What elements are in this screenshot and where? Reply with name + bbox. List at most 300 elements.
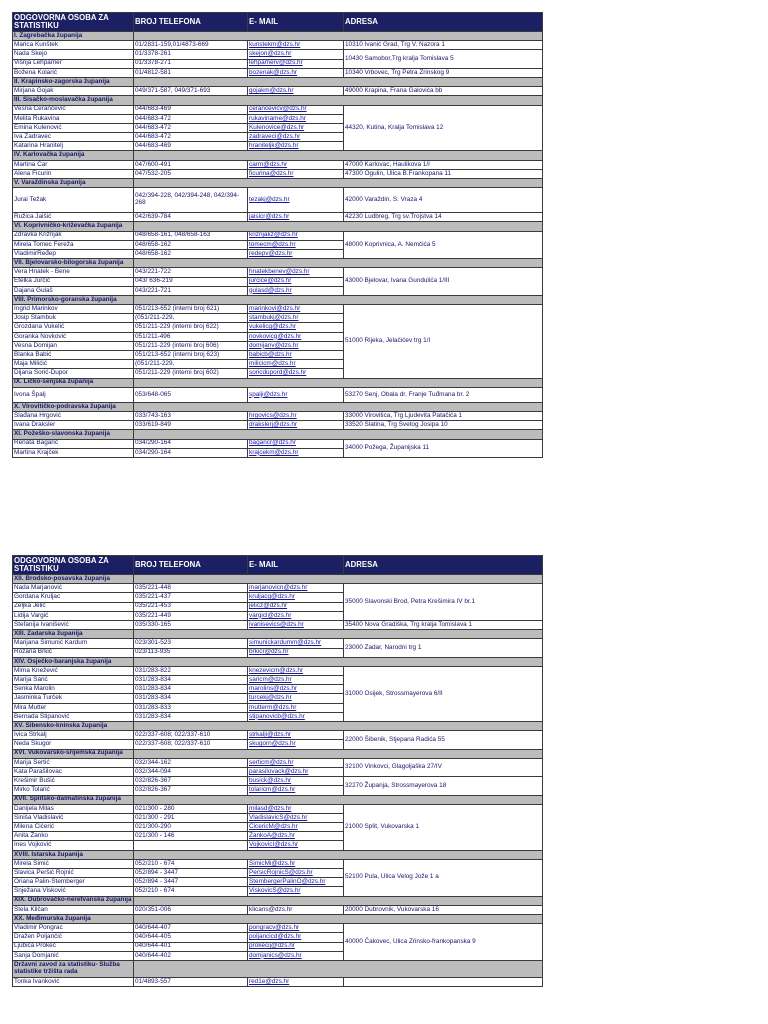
person-name: Slađana Hrgović [13,411,134,420]
table-row [13,188,543,213]
email-link[interactable]: hraniteljk@dzs.hr [248,142,344,151]
address: 32100 Vinkovci, Glagoljaška 27/IV [344,758,543,776]
address: 42230 Ludbreg, Trg sv.Trojstva 14 [344,213,543,222]
section-filler [134,914,543,923]
person-name: Višnja Lehpamer [13,59,134,68]
section-title: III. Sisačko-moslavačka županija [13,96,134,105]
person-name: Ines Vojković [13,841,134,850]
email-link[interactable]: simunickardumm@dzs.hr [248,639,344,648]
person-name: Krešimir Bušić [13,777,134,786]
phone-number: 034/290-164 [134,448,248,457]
phone-number: 044/683-472 [134,123,248,132]
email-link[interactable]: vukelicg@dzs.hr [248,323,344,332]
header-email: E- MAIL [248,13,344,32]
email-link[interactable]: babicb@dzs.hr [248,351,344,360]
section-row [13,850,543,859]
email-link[interactable]: Kulenovice@dzs.hr [248,123,344,132]
person-name: Jurai Težak [13,188,134,213]
person-name: Emina Kulenović [13,123,134,132]
phone-number: 035/221-448 [134,584,248,593]
phone-number: 01/4893-557 [134,977,248,986]
section-row [13,222,543,231]
person-name: Dražen Poljančić [13,933,134,942]
person-name: Tonka Ivanković [13,977,134,986]
email-link[interactable]: cerancevicv@dzs.hr [248,105,344,114]
phone-number: 048/658-162 [134,249,248,258]
section-title: XVI. Vukovarsko-srijemska županija [13,749,134,758]
email-link[interactable]: poljancicd@dzs.hr [248,933,344,942]
email-link[interactable]: skugorn@dzs.hr [248,740,344,749]
phone-number: 033/619-849 [134,421,248,430]
phone-number: 035/221-449 [134,611,248,620]
person-name: Josip Štambuk [13,314,134,323]
person-name: Alena Ficurin [13,169,134,178]
phone-number: 035/330-165 [134,620,248,629]
address: 35000 Slavonski Brod, Petra Krešimira IV br.1 [344,584,543,621]
section-filler [134,151,543,160]
person-name: Vera Hnatek - Bene [13,268,134,277]
table-row [13,731,543,740]
email-link[interactable]: strkalji@dzs.hr [248,731,344,740]
address: 22000 Šibenik, Stjepana Radića 55 [344,731,543,749]
person-name: Stela Kličan [13,905,134,914]
phone-number: 020/351-006 [134,905,248,914]
phone-number: 043/ 636-219 [134,277,248,286]
table-row [13,666,543,675]
phone-number: 031/283-834 [134,676,248,685]
person-name: Marija Sertić [13,758,134,767]
table-row [13,804,543,813]
email-link[interactable]: rukaviname@dzs.hr [248,114,344,123]
phone-number: 052/894 - 3447 [134,869,248,878]
section-row [13,749,543,758]
phone-number: 031/283-833 [134,703,248,712]
email-link[interactable]: serticm@dzs.hr [248,758,344,767]
email-link[interactable]: gojakm@dzs.hr [248,87,344,96]
person-name: Mirko Tolarić [13,786,134,795]
phone-number: 040/644-401 [134,942,248,951]
section-row [13,575,543,584]
section-row [13,179,543,188]
section-title: IX. Ličko-senjska županija [13,378,134,387]
phone-number: 022/337-608; 022/337-610 [134,740,248,749]
person-name: Ivana Draksler [13,421,134,430]
person-name: Nada Skejo [13,50,134,59]
section-filler [134,32,543,41]
phone-number: 031/283-822 [134,666,248,675]
email-link[interactable]: ficurina@dzs.hr [248,169,344,178]
section-filler [134,402,543,411]
section-title: XVII. Splitsko-dalmatinska županija [13,795,134,804]
section-title: XIV. Osječko-baranjska županija [13,657,134,666]
address: 42000 Varaždin, S. Vraza 4 [344,188,543,213]
table-row [13,169,543,178]
email-link[interactable]: jurcice@dzs.hr [248,277,344,286]
table-row [13,777,543,786]
address: 23000 Zadar, Narodni trg 1 [344,639,543,657]
phone-number: 01/4812-581 [134,68,248,77]
person-name: Vesna Domijan [13,341,134,350]
section-title: XI. Požeško-slavonska županija [13,430,134,439]
email-link[interactable]: saricm@dzs.hr [248,676,344,685]
email-link[interactable]: kriznjakz@dzs.hr [248,231,344,240]
phone-number: 042/394-228, 042/394-248, 042/394-268 [134,188,248,213]
phone-number: 042/639-784 [134,213,248,222]
email-link[interactable]: StembergerPalinO@dzs.hr [248,878,344,887]
contacts-table-1 [12,12,543,458]
phone-number: 044/683-472 [134,114,248,123]
person-name: Ružica Jaišić [13,213,134,222]
header-phone: BROJ TELEFONA [134,556,248,575]
section-filler [134,430,543,439]
email-link[interactable]: tolaricm@dzs.hr [248,786,344,795]
email-link[interactable]: hrgovics@dzs.hr [248,411,344,420]
email-link[interactable]: marinkovi@dzs.hr [248,305,344,314]
person-name: Nada Marjanović [13,584,134,593]
email-link[interactable]: carm@dzs.hr [248,160,344,169]
phone-number: 043/221-722 [134,268,248,277]
address: 40000 Čakovec, Ulica Zrinsko-frankopanska 9 [344,924,543,961]
person-name: Danijela Milas [13,804,134,813]
person-name: Goranka Novković [13,332,134,341]
email-link[interactable]: domjanics@dzs.hr [248,951,344,960]
section-title: V. Varaždinska županija [13,179,134,188]
section-row [13,378,543,387]
phone-number: 031/283-834 [134,712,248,721]
phone-number: 023/301-523 [134,639,248,648]
address: 20000 Dubrovnik, Vukovarska 16 [344,905,543,914]
phone-number: 044/683-469 [134,142,248,151]
phone-number: 032/826-367 [134,786,248,795]
section-row [13,32,543,41]
email-link[interactable]: soricdupord@dzs.hr [248,369,344,378]
phone-number: 047/600-491 [134,160,248,169]
section-row [13,96,543,105]
address: 33520 Slatina, Trg Svetog Josipa 10 [344,421,543,430]
person-name: Ivica Štrkalj [13,731,134,740]
email-link[interactable]: bagaricr@dzs.hr [248,439,344,448]
email-link[interactable]: SimicMi@dzs.hr [248,859,344,868]
header-row [13,13,543,32]
section-filler [134,222,543,231]
table-row [13,421,543,430]
email-link[interactable]: stipanovicb@dzs.hr [248,712,344,721]
section-filler [134,960,543,977]
section-filler [134,630,543,639]
email-link[interactable]: PersicRojnicS@dzs.hr [248,869,344,878]
email-link[interactable]: parasilovack@dzs.hr [248,767,344,776]
person-name: Mirela Šimić [13,859,134,868]
email-link[interactable]: ZankoA@dzs.hr [248,832,344,841]
phone-number: 023/113-935 [134,648,248,657]
person-name: Mira Mutter [13,703,134,712]
section-filler [134,850,543,859]
email-link[interactable]: zadraveci@dzs.hr [248,133,344,142]
person-name: Milena Ćićerić [13,823,134,832]
table-row [13,213,543,222]
section-title: I. Zagrebačka županija [13,32,134,41]
person-name: Rozana Brkić [13,648,134,657]
section-filler [134,795,543,804]
phone-number: 032/826-367 [134,777,248,786]
person-name: Gordana Kruljac [13,593,134,602]
address: 10310 Ivanić Grad, Trg V. Nazora 1 [344,41,543,50]
person-name: Željka Jelić [13,602,134,611]
email-link[interactable]: milicicm@dzs.hr [248,360,344,369]
email-link[interactable]: kruljacg@dzs.hr [248,593,344,602]
phone-number: 047/532-205 [134,169,248,178]
phone-number: 052/210 - 674 [134,859,248,868]
email-link[interactable]: novkovicg@dzs.hr [248,332,344,341]
person-name: Grozdana Vukelić [13,323,134,332]
phone-number: 044/683-472 [134,133,248,142]
section-row [13,295,543,304]
email-link[interactable]: spalji@dzs.hr [248,387,344,402]
phone-number: 051/213-652 (interni broj 623) [134,351,248,360]
person-name: Martina Krajček [13,448,134,457]
phone-number: 035/221-453 [134,602,248,611]
phone-number: 052/894 - 3447 [134,878,248,887]
table-row [13,87,543,96]
person-name: Blanka Babić [13,351,134,360]
person-name: Martina Car [13,160,134,169]
section-row [13,795,543,804]
header-row [13,556,543,575]
person-name: Marica Kunštek [13,41,134,50]
section-row [13,430,543,439]
person-name: Marijana Šimunić Kardum [13,639,134,648]
person-name: Ljubica Prokeć [13,942,134,951]
table-row [13,859,543,868]
section-row [13,960,543,977]
phone-number: 051/211-229 (interni broj 606) [134,341,248,350]
email-link[interactable]: ViskovicS@dzs.hr [248,887,344,896]
section-title: XII. Brodsko-posavska županija [13,575,134,584]
table-row [13,160,543,169]
email-link[interactable]: jelicz@dzs.hr [248,602,344,611]
person-name: Božena Kolarić [13,68,134,77]
table-row [13,905,543,914]
table-row [13,584,543,593]
person-name: Lidija Vargić [13,611,134,620]
phone-number: 044/683-469 [134,105,248,114]
section-title: IV. Karlovačka županija [13,151,134,160]
person-name: Sanja Domjanić [13,951,134,960]
email-link[interactable]: tomecm@dzs.hr [248,240,344,249]
table-row [13,68,543,77]
table-row [13,105,543,114]
table-row [13,411,543,420]
table-row [13,268,543,277]
section-title: VIII. Primorsko-goranska županija [13,295,134,304]
phone-number: 035/221-437 [134,593,248,602]
section-row [13,657,543,666]
email-link[interactable]: tezakj@dzs.hr [248,188,344,213]
table-row [13,439,543,448]
address: 44320, Kutina, Kralja Tomislava 12 [344,105,543,151]
section-row [13,259,543,268]
phone-number: 021/300-290 [134,823,248,832]
email-link[interactable]: CicericM@dzs.hr [248,823,344,832]
email-link[interactable]: vargicl@dzs.hr [248,611,344,620]
phone-number: 048/658-161, 048/658-163 [134,231,248,240]
section-row [13,896,543,905]
email-link[interactable]: kunstekm@dzs.hr [248,41,344,50]
email-link[interactable]: jaisicr@dzs.hr [248,213,344,222]
address: 43000 Bjelovar, Ivana Gundulića 1/III [344,268,543,296]
section-filler [134,722,543,731]
address: 49000 Krapina, Frana Galovića bb [344,87,543,96]
phone-number: (051/211-229, [134,360,248,369]
section-title: XV. Šibensko-kninska županija [13,722,134,731]
phone-number: 032/344-162 [134,758,248,767]
person-name: Zdravka Križnjak [13,231,134,240]
header-address: ADRESA [344,13,543,32]
person-name: Dajana Gulaš [13,286,134,295]
person-name: Etelka Jurčić [13,277,134,286]
table-row [13,50,543,59]
phone-number: 031/283-834 [134,694,248,703]
person-name: Slavica Peršić Rojnić [13,869,134,878]
email-link[interactable]: klicans@dzs.hr [248,905,344,914]
email-link[interactable]: busick@dzs.hr [248,777,344,786]
header-address: ADRESA [344,556,543,575]
email-link[interactable]: krajcekm@dzs.hr [248,448,344,457]
person-name: Maja Milićić [13,360,134,369]
table-row [13,639,543,648]
person-name: Jasminka Turček [13,694,134,703]
phone-number: 048/658-162 [134,240,248,249]
email-link[interactable]: hnatekbenev@dzs.hr [248,268,344,277]
person-name: Iva Zadravec [13,133,134,142]
section-filler [134,179,543,188]
table-row [13,305,543,314]
person-name: Siniša Vladislavić [13,813,134,822]
section-filler [134,378,543,387]
phone-number: 052/210 - 674 [134,887,248,896]
address: 52100 Pula, Ulica Velog Jože 1 a [344,859,543,896]
email-link[interactable]: gulasd@dzs.hr [248,286,344,295]
email-link[interactable]: red1e@dzs.hr [248,977,344,986]
table-row [13,41,543,50]
person-name: Melita Rukavina [13,114,134,123]
email-link[interactable]: VojkovicI@dzs.hr [248,841,344,850]
address: 35400 Nova Gradiška, Trg kralja Tomislava 1 [344,620,543,629]
email-link[interactable]: skejon@dzs.hr [248,50,344,59]
person-name: Stefanija Ivanišević [13,620,134,629]
address: 48000 Koprivnica, A. Nemčića 5 [344,231,543,259]
phone-number: 043/221-721 [134,286,248,295]
person-name: Neda Škugor [13,740,134,749]
phone-number: 051/213-652 (interni broj 621) [134,305,248,314]
section-title: X. Virovitičko-podravska županija [13,402,134,411]
email-link[interactable]: lehpamerv@dzs.hr [248,59,344,68]
person-name: Kata Parašilovac [13,767,134,776]
person-name: Senka Marolin [13,685,134,694]
person-name: Mirna Knežević [13,666,134,675]
phone-number: 032/344-094 [134,767,248,776]
address: 10340 Vrbovec, Trg Petra Zrinskog 9 [344,68,543,77]
email-link[interactable]: brkicr@dzs.hr [248,648,344,657]
section-title: II. Krapinsko-zagorska županija [13,77,134,86]
phone-number: 034/290-164 [134,439,248,448]
section-row [13,151,543,160]
email-link[interactable]: knezevicm@dzs.hr [248,666,344,675]
phone-number: 051/211-229 (interni broj 622) [134,323,248,332]
phone-number: 040/644-407 [134,924,248,933]
table-row [13,977,543,986]
header-phone: BROJ TELEFONA [134,13,248,32]
person-name: Mirjana Gojak [13,87,134,96]
phone-number: 01/2831-159,01/4873-669 [134,41,248,50]
header-person: ODGOVORNA OSOBA ZA STATISTIKU [13,13,134,32]
phone-number: 022/337-608; 022/337-610 [134,731,248,740]
section-title: VII. Bjelovarsko-bilogorska županija [13,259,134,268]
section-title: XVIII. Istarska županija [13,850,134,859]
email-link[interactable]: VladislavicS@dzs.hr [248,813,344,822]
address: 47300 Ogulin, Ulica B.Frankopana 11 [344,169,543,178]
person-name: Vladimir Pongrac [13,924,134,933]
section-title: XX. Međimurska županija [13,914,134,923]
phone-number: 040/644-405 [134,933,248,942]
section-row [13,722,543,731]
phone-number: 051/211-496 [134,332,248,341]
email-link[interactable]: redepv@dzs.hr [248,249,344,258]
address: 21000 Split, Vukovarska 1 [344,804,543,850]
email-link[interactable]: prokecij@dzs.hr [248,942,344,951]
header-person: ODGOVORNA OSOBA ZA STATISTIKU [13,556,134,575]
phone-number: (051/211-229, [134,314,248,323]
person-name: Ingrid Marinkov [13,305,134,314]
address [344,977,543,986]
email-link[interactable]: marjanovicn@dzs.hr [248,584,344,593]
section-filler [134,575,543,584]
address: 53270 Senj, Obala dr. Franje Tuđmana br. 2 [344,387,543,402]
email-link[interactable]: domijanv@dzs.hr [248,341,344,350]
address: 32270 Županja, Strossmayerova 18 [344,777,543,795]
section-filler [134,896,543,905]
contacts-table-2 [12,555,543,987]
section-title: XIII. Zadarska županija [13,630,134,639]
email-link[interactable]: mutterm@dzs.hr [248,703,344,712]
table-row [13,924,543,933]
section-title: VI. Koprivničko-križevačka županija [13,222,134,231]
section-filler [134,295,543,304]
email-link[interactable]: drakslerj@dzs.hr [248,421,344,430]
person-name: Anita Žanko [13,832,134,841]
section-row [13,630,543,639]
email-link[interactable]: turcekj@dzs.hr [248,694,344,703]
section-row [13,402,543,411]
email-link[interactable]: pongracv@dzs.hr [248,924,344,933]
section-filler [134,259,543,268]
section-filler [134,657,543,666]
section-filler [134,749,543,758]
phone-number: 033/743-163 [134,411,248,420]
email-link[interactable]: marolins@dzs.hr [248,685,344,694]
email-link[interactable]: bozenak@dzs.hr [248,68,344,77]
section-row [13,914,543,923]
email-link[interactable]: stambukj@dzs.hr [248,314,344,323]
email-link[interactable]: ivanisevics@dzs.hr [248,620,344,629]
person-name: Katarina Hranitelj [13,142,134,151]
phone-number: 021/300 - 280 [134,804,248,813]
phone-number [134,841,248,850]
person-name: Renata Bagarić [13,439,134,448]
person-name: Vesna Cerančević [13,105,134,114]
phone-number: 021/300 - 146 [134,832,248,841]
email-link[interactable]: milasd@dzs.hr [248,804,344,813]
